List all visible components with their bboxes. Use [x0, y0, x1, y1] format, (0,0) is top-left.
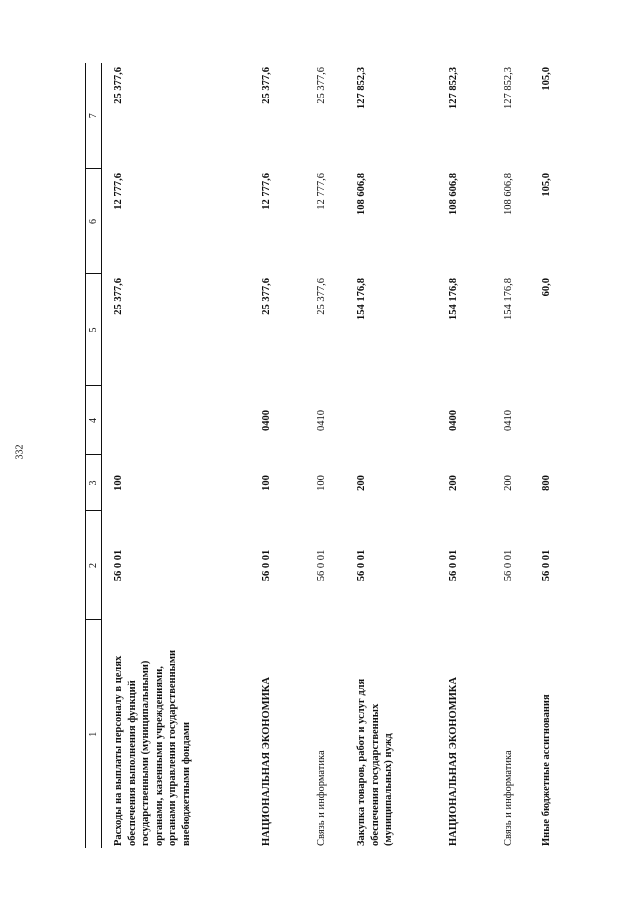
amount-col-7: 105,0: [541, 67, 552, 91]
amount-col-7: 25 377,6: [316, 67, 327, 104]
table-row: [102, 63, 261, 848]
target-article-code: 56 0 01: [356, 549, 367, 582]
table-row: [540, 63, 560, 848]
section-code: 0410: [503, 410, 514, 431]
row-name: Иные бюджетные ассигнования: [541, 694, 552, 846]
section-code: [102, 386, 261, 455]
target-article-code: 56 0 01: [448, 549, 459, 582]
expense-type-code: 200: [356, 475, 367, 491]
column-header-4: 4: [86, 386, 102, 455]
rotated-page-content: [85, 63, 605, 848]
column-header-3: 3: [86, 455, 102, 511]
row-name: Связь и информатика: [503, 750, 514, 846]
row-name: Связь и информатика: [316, 750, 327, 846]
table-row: [355, 63, 447, 848]
section-code: 0400: [261, 410, 272, 431]
amount-col-7: 25 377,6: [261, 67, 272, 104]
amount-col-5: 154 176,8: [503, 278, 514, 320]
expense-type-code: 100: [316, 475, 327, 491]
row-name: НАЦИОНАЛЬНАЯ ЭКОНОМИКА: [448, 677, 459, 846]
section-code: 0400: [448, 410, 459, 431]
budget-table: [85, 63, 560, 848]
target-article-code: 56 0 01: [316, 549, 327, 582]
table-row: [260, 63, 315, 848]
amount-col-5: 25 377,6: [316, 278, 327, 315]
expense-type-code: 100: [261, 475, 272, 491]
amount-col-5: 25 377,6: [261, 278, 272, 315]
amount-col-5: 60,0: [541, 278, 552, 297]
amount-col-6: 12 777,6: [316, 173, 327, 210]
expense-type-code: 200: [503, 475, 514, 491]
target-article-code: 56 0 01: [113, 549, 124, 582]
table-header-row: [86, 63, 102, 848]
amount-col-5: 154 176,8: [448, 278, 459, 320]
column-header-1: 1: [86, 620, 102, 848]
column-header-6: 6: [86, 169, 102, 274]
table-row: [315, 63, 355, 848]
amount-col-7: 25 377,6: [113, 67, 124, 104]
table-row: [502, 63, 540, 848]
row-name: Расходы на выплаты персоналу в целях обеспечения выполнения функций государственными (муниципальными) органами, казенными учреждениями, органами управления государственными внебюджетными фондами: [113, 649, 192, 846]
amount-col-5: 154 176,8: [356, 278, 367, 320]
column-header-2: 2: [86, 511, 102, 620]
page-number: 332: [14, 444, 26, 460]
amount-col-6: 108 606,8: [503, 173, 514, 215]
amount-col-6: 12 777,6: [113, 173, 124, 210]
expense-type-code: 200: [448, 475, 459, 491]
expense-type-code: 100: [113, 475, 124, 491]
amount-col-6: 12 777,6: [261, 173, 272, 210]
amount-col-7: 127 852,3: [503, 67, 514, 109]
amount-col-7: 127 852,3: [448, 67, 459, 109]
row-name: НАЦИОНАЛЬНАЯ ЭКОНОМИКА: [261, 677, 272, 846]
expense-type-code: 800: [541, 475, 552, 491]
amount-col-7: 127 852,3: [356, 67, 367, 109]
section-code: [355, 386, 447, 455]
section-code: [540, 386, 560, 455]
amount-col-6: 108 606,8: [356, 173, 367, 215]
target-article-code: 56 0 01: [261, 549, 272, 582]
target-article-code: 56 0 01: [541, 549, 552, 582]
table-row: [447, 63, 502, 848]
target-article-code: 56 0 01: [503, 549, 514, 582]
row-name: Закупка товаров, работ и услуг для обеспечения государственных (муниципальных) нужд: [356, 678, 394, 846]
section-code: 0410: [316, 410, 327, 431]
amount-col-6: 108 606,8: [448, 173, 459, 215]
column-header-7: 7: [86, 63, 102, 169]
column-header-5: 5: [86, 274, 102, 386]
amount-col-6: 105,0: [541, 173, 552, 197]
amount-col-5: 25 377,6: [113, 278, 124, 315]
